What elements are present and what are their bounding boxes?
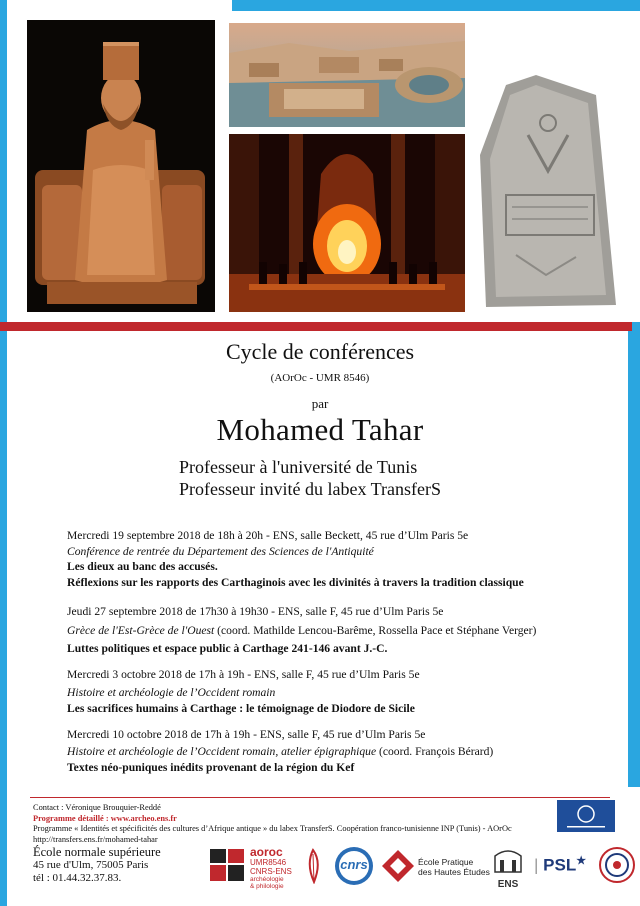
programme-description: Programme « Identités et spécificités des cultures d’Afrique antique » du labex TransferS. Coopération franco-tunisienne INP (Tunis) - AOrOc [33, 824, 512, 833]
speaker-title-2: Professeur invité du labex TransferS [179, 479, 441, 499]
transfers-logo [208, 847, 246, 883]
event-datetime: Mercredi 3 octobre 2018 de 17h à 19h - ENS, salle F, 45 rue d’Ulm Paris 5e [67, 668, 420, 681]
event-datetime: Mercredi 19 septembre 2018 de 18h à 20h - ENS, salle Beckett, 45 rue d’Ulm Paris 5e [67, 529, 469, 542]
event-context: Histoire et archéologie de l’Occident romain, atelier épigraphique [67, 744, 377, 758]
event-datetime: Jeudi 27 septembre 2018 de 17h30 à 19h30 - ENS, salle F, 45 rue d’Ulm Paris 5e [67, 605, 444, 618]
ens-logo: ENS [491, 846, 525, 886]
event-subtitle: Réflexions sur les rapports des Carthaginois avec les divinités à travers la tradition classique [67, 575, 524, 589]
photo-punic-stele [476, 75, 618, 312]
photo-enthroned-statue [27, 20, 215, 312]
emblem-logo [557, 800, 615, 832]
photo-fire-sacrifice [229, 134, 465, 312]
cycle-title: Cycle de conférences [225, 339, 415, 364]
programme-url[interactable]: http://transfers.ens.fr/mohamed-tahar [33, 834, 158, 844]
programme-link[interactable]: Programme détaillé : www.archeo.ens.fr [33, 813, 177, 823]
ephe-label: École Pratique des Hautes Études [418, 857, 490, 877]
event-1 [67, 528, 627, 590]
umr-label: (AOrOc - UMR 8546) [270, 372, 370, 384]
event-context: Histoire et archéologie de l’Occident romain [67, 685, 276, 699]
left-accent-bar [0, 0, 7, 906]
event-4 [67, 727, 627, 776]
event-title: Textes néo-puniques inédits provenant de la région du Kef [67, 761, 355, 774]
aoroc-logo: aoroc UMR8546 CNRS-ENS archéologie & philologie [250, 845, 292, 890]
event-3 [67, 667, 627, 717]
school-name: École normale supérieure [33, 845, 161, 859]
contact-line: Contact : Véronique Brouquier-Reddé [33, 803, 161, 812]
event-title: Les sacrifices humains à Carthage : le témoignage de Diodore de Sicile [67, 702, 415, 715]
quill-logo [298, 848, 328, 884]
street-address: 45 rue d'Ulm, 75005 Paris [33, 859, 149, 871]
speaker-name: Mohamed Tahar [216, 412, 424, 447]
footer-rule [30, 797, 610, 798]
event-coordinators: (coord. Mathilde Lencou-Barême, Rossella Pace et Stéphane Verger) [214, 623, 537, 637]
ephe-emblem [380, 848, 416, 884]
event-datetime: Mercredi 10 octobre 2018 de 17h à 19h - ENS, salle F, 45 rue d’Ulm Paris 5e [67, 728, 426, 741]
red-divider-bar [0, 322, 632, 331]
photo-carthage-aerial [229, 23, 465, 127]
event-2 [67, 604, 627, 657]
speaker-title-1: Professeur à l'université de Tunis [179, 457, 418, 477]
cnrs-logo: cnrs [333, 845, 375, 887]
phone-number: tél : 01.44.32.37.83. [33, 872, 122, 884]
by-label: par [311, 396, 329, 411]
right-accent-bar [628, 322, 640, 787]
event-context: Conférence de rentrée du Département des Sciences de l'Antiquité [67, 544, 374, 558]
seal-logo [598, 846, 636, 884]
event-title: Luttes politiques et espace public à Carthage 241-146 avant J.-C. [67, 642, 388, 655]
event-coordinators: (coord. François Bérard) [376, 744, 494, 758]
footer-notes [33, 803, 553, 845]
top-accent-bar [232, 0, 640, 11]
school-address [33, 846, 161, 885]
top-left-gap [7, 0, 232, 11]
psl-logo: | PSL★ [534, 855, 587, 875]
event-context: Grèce de l'Est-Grèce de l'Ouest [67, 623, 215, 637]
event-title: Les dieux au banc des accusés. [67, 560, 218, 573]
